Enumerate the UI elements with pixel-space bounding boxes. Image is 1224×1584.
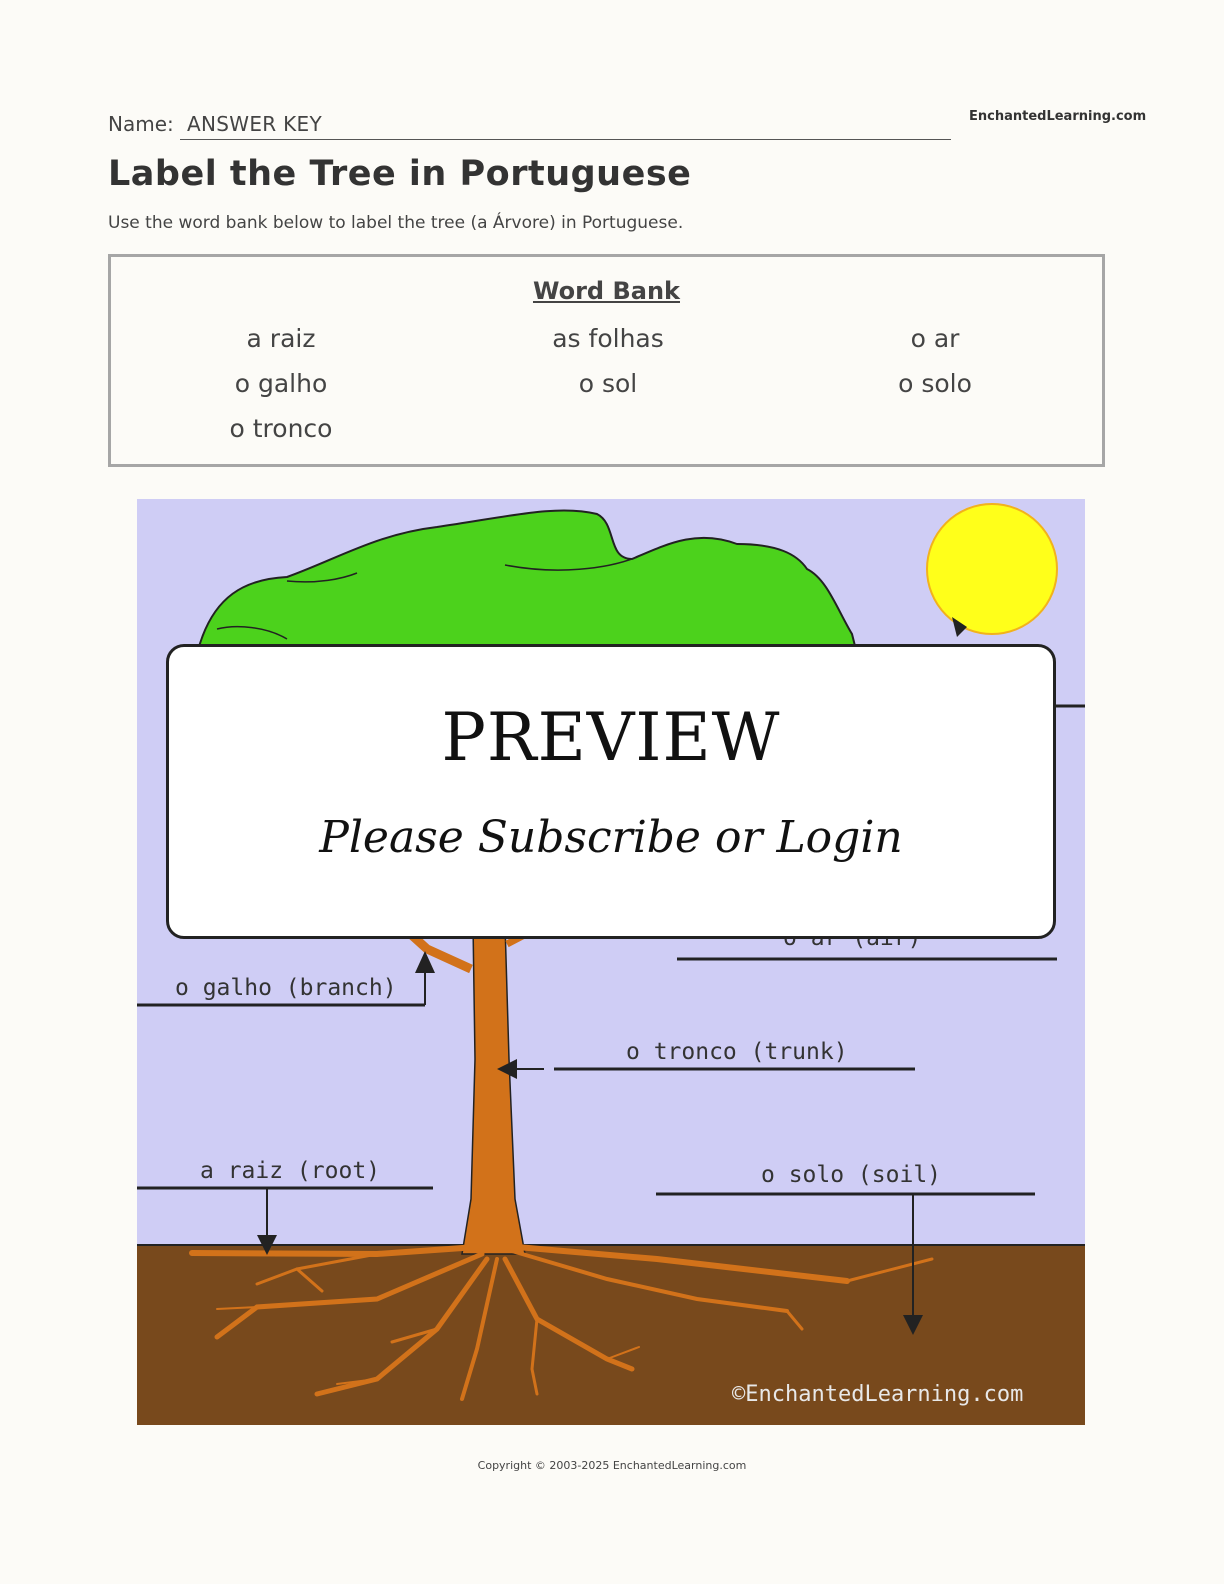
branch-label: o galho (branch) — [175, 975, 397, 1001]
site-name: EnchantedLearning.com — [969, 109, 1147, 124]
tree-diagram — [137, 499, 1085, 1425]
word-bank-item: a raiz — [246, 324, 316, 353]
trunk-label: o tronco (trunk) — [626, 1039, 848, 1065]
soil-label: o solo (soil) — [761, 1162, 942, 1188]
preview-overlay[interactable] — [166, 644, 1056, 939]
name-underline — [180, 139, 951, 140]
word-bank-item: o sol — [578, 369, 638, 398]
instructions: Use the word bank below to label the tree (a Árvore) in Portuguese. — [108, 213, 684, 233]
word-bank-item: o solo — [898, 369, 972, 398]
image-credit: ©EnchantedLearning.com — [732, 1382, 1024, 1407]
page-title: Label the Tree in Portuguese — [108, 154, 692, 194]
name-label: Name: — [108, 112, 174, 136]
word-bank — [108, 254, 1105, 467]
subscribe-login-prompt[interactable]: Please Subscribe or Login — [319, 812, 903, 863]
copyright: Copyright © 2003-2025 EnchantedLearning.com — [477, 1459, 747, 1472]
word-bank-item: o tronco — [229, 414, 333, 443]
sun-shape — [927, 504, 1057, 634]
word-bank-item: as folhas — [552, 324, 664, 353]
word-bank-heading: Word Bank — [532, 277, 680, 305]
word-bank-item: o galho — [234, 369, 328, 398]
word-bank-item: o ar — [910, 324, 960, 353]
name-value: ANSWER KEY — [187, 112, 322, 136]
name-row — [108, 108, 951, 140]
preview-title: PREVIEW — [441, 699, 781, 776]
root-label: a raiz (root) — [200, 1158, 381, 1184]
